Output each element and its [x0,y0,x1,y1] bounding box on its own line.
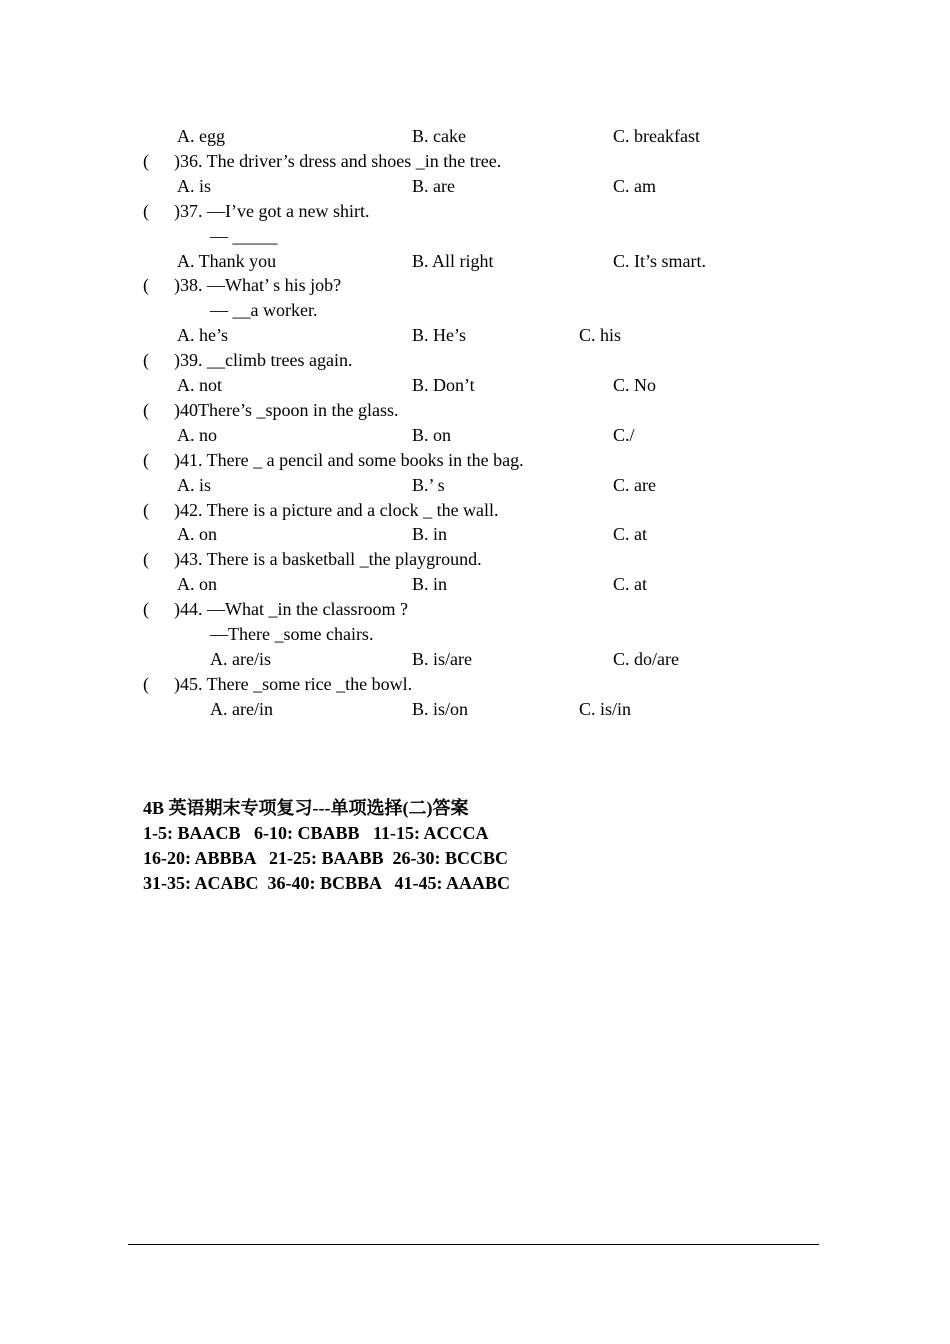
question-text: )42. There is a picture and a clock _ the wall. [174,499,499,520]
answer-key-line [0,846,950,871]
answer-blank-paren: ( [143,673,149,694]
options-line [0,124,950,149]
answer-blank-paren: ( [143,549,149,570]
answer-key-line [0,821,950,846]
question-line [0,547,950,572]
answer-blank-paren: ( [143,399,149,420]
dialogue-text: — __a worker. [210,300,318,321]
question-line [0,597,950,622]
dialogue-text: — _____ [210,225,278,246]
option-a: A. are/is [210,648,271,669]
question-text: )37. —I’ve got a new shirt. [174,200,370,221]
footer-divider [128,1244,819,1245]
options-line [0,174,950,199]
dialogue-line [0,224,950,249]
question-text: )40There’s _spoon in the glass. [174,399,399,420]
answer-blank-paren: ( [143,150,149,171]
options-line [0,697,950,722]
question-text: )41. There _ a pencil and some books in the bag. [174,449,524,470]
question-line [0,273,950,298]
answer-blank-paren: ( [143,275,149,296]
option-b: B. on [412,424,452,445]
question-text: )36. The driver’s dress and shoes _in the tree. [174,150,502,171]
option-a: A. is [177,474,212,495]
option-c: C. breakfast [613,126,700,146]
options-line [0,572,950,597]
option-b: B. in [412,574,448,595]
option-c: C. at [613,574,647,595]
option-a: A. on [177,524,217,545]
option-a: A. on [177,574,217,595]
options-line [0,522,950,547]
answer-key-title-line [0,796,950,821]
options-line [0,473,950,498]
question-line [0,398,950,423]
question-text: )38. —What’ s his job? [174,275,342,296]
option-b: B. is/on [412,698,469,719]
option-c: C. is/in [579,698,632,719]
dialogue-line [0,622,950,647]
option-b: B. in [412,524,448,545]
question-text: )45. There _some rice _the bowl. [174,673,413,694]
question-line [0,672,950,697]
option-c: C. his [579,325,622,346]
question-line [0,348,950,373]
option-b: B. are [412,175,455,196]
options-line [0,323,950,348]
option-b: B.’ s [412,474,445,495]
option-c: C. at [613,524,647,545]
option-c: C. am [613,175,656,196]
option-c: C. do/are [613,648,679,669]
answer-blank-paren: ( [143,449,149,470]
answer-blank-paren: ( [143,350,149,371]
option-c: C. are [613,474,656,495]
question-line [0,199,950,224]
option-a: A. Thank you [177,250,277,271]
options-line [0,373,950,398]
option-b: B. Don’t [412,375,475,395]
options-line [0,647,950,672]
options-line [0,423,950,448]
question-text: )44. —What _in the classroom ? [174,599,408,620]
option-a: A. are/in [210,698,273,719]
option-c: C. No [613,375,657,395]
option-b: B. cake [412,126,466,146]
dialogue-line [0,298,950,323]
option-b: B. is/are [412,648,472,669]
option-a: A. egg [177,126,225,146]
dialogue-text: —There _some chairs. [210,624,374,644]
question-line [0,498,950,523]
answer-key-text: 31-35: ACABC 36-40: BCBBA 41-45: AAABC [143,873,511,893]
question-text: )39. __climb trees again. [174,350,353,371]
answer-key-text: 16-20: ABBBA 21-25: BAABB 26-30: BCCBC [143,848,509,868]
option-b: B. All right [412,250,494,271]
option-c: C. It’s smart. [613,250,706,271]
answer-blank-paren: ( [143,499,149,520]
option-a: A. not [177,375,222,395]
option-a: A. he’s [177,325,228,346]
answer-blank-paren: ( [143,200,149,221]
option-b: B. He’s [412,325,466,346]
answer-key-text: 1-5: BAACB 6-10: CBABB 11-15: ACCCA [143,823,489,843]
answer-key-title: 4B 英语期末专项复习---单项选择(二)答案 [143,798,469,818]
question-text: )43. There is a basketball _the playground. [174,549,482,570]
answer-key-line [0,871,950,896]
option-a: A. no [177,424,217,445]
option-c: C./ [613,424,635,445]
options-line [0,249,950,274]
question-line [0,448,950,473]
question-line [0,149,950,174]
answer-blank-paren: ( [143,599,149,620]
option-a: A. is [177,175,212,196]
